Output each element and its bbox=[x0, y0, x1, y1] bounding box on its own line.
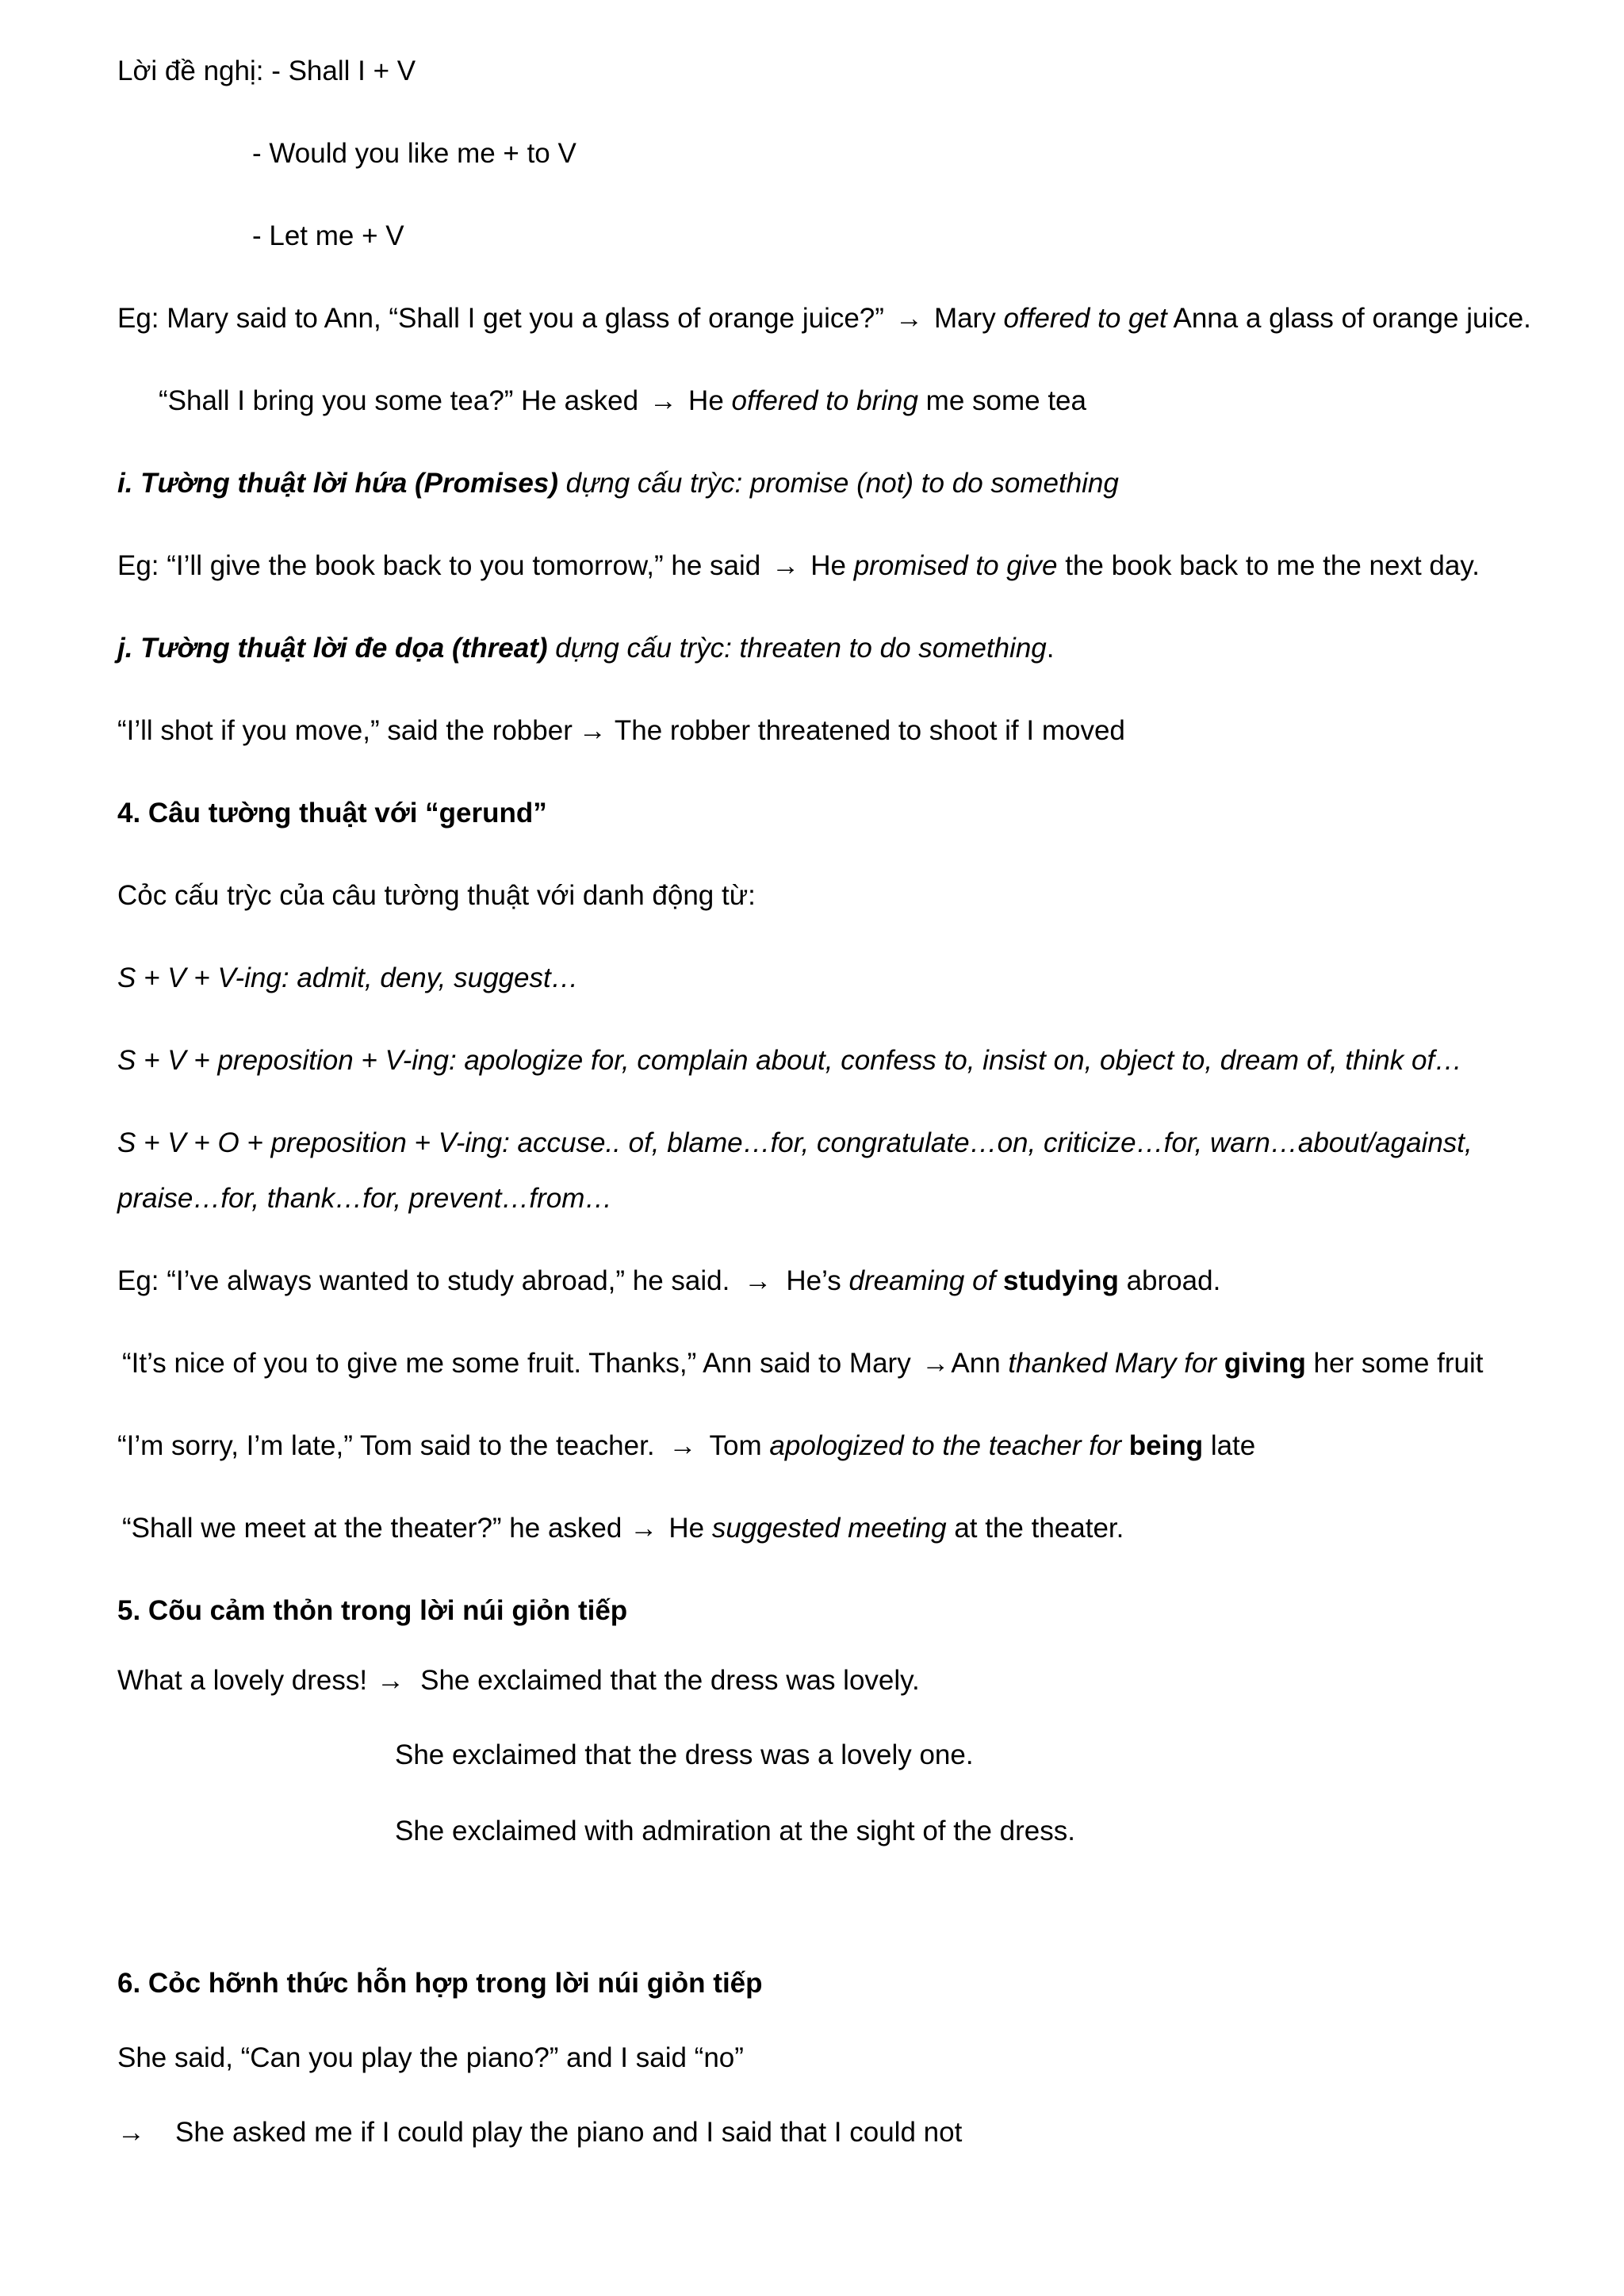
example-result: He bbox=[688, 385, 732, 416]
offer-example-2 bbox=[159, 384, 1086, 419]
example-verb: promised to give bbox=[853, 550, 1058, 581]
exclaim-section-title: 5. Cõu cảm thỏn trong lời núi giỏn tiếp bbox=[117, 1595, 628, 1626]
example-verb: offered to bring bbox=[731, 385, 918, 416]
exclaim-example-3: She exclaimed with admiration at the sight of the dress. bbox=[395, 1816, 1075, 1846]
example-source: Eg: “I’ll give the book back to you tomorrow,” he said bbox=[117, 550, 761, 581]
arrow-icon: → bbox=[744, 1265, 772, 1296]
example-result: She exclaimed that the dress was lovely. bbox=[420, 1665, 920, 1696]
example-result: The robber threatened to shoot if I moved bbox=[614, 715, 1125, 746]
example-gerund: giving bbox=[1224, 1348, 1306, 1379]
arrow-icon: → bbox=[649, 385, 678, 416]
example-rest: abroad. bbox=[1118, 1265, 1221, 1296]
example-rest: late bbox=[1203, 1430, 1256, 1461]
offer-would: - Would you like me + to V bbox=[252, 138, 576, 169]
example-verb: offered to get bbox=[1003, 303, 1167, 334]
threat-heading-bold: j. Tường thuật lời đe dọa (threat) bbox=[117, 633, 548, 664]
example-gerund: being bbox=[1128, 1430, 1204, 1461]
example-result: She asked me if I could play the piano and I said that I could not bbox=[175, 2117, 963, 2148]
gerund-intro: Cỏc cấu trỳc của câu tường thuật với danh động từ: bbox=[117, 880, 756, 911]
arrow-icon: → bbox=[117, 2117, 145, 2148]
threat-heading-structure: dựng cấu trỳc: threaten to do something bbox=[547, 633, 1047, 664]
gerund-section-title: 4. Câu tường thuật với “gerund” bbox=[117, 798, 547, 828]
offer-let: - Let me + V bbox=[252, 220, 404, 251]
mixed-example-1: She said, “Can you play the piano?” and I said “no” bbox=[117, 2042, 744, 2073]
example-source: “Shall I bring you some tea?” He asked bbox=[159, 385, 639, 416]
gerund-example-3 bbox=[117, 1429, 1255, 1464]
arrow-icon: → bbox=[377, 1665, 405, 1696]
threat-example bbox=[117, 714, 1125, 748]
example-source: “I’m sorry, I’m late,” Tom said to the teacher. bbox=[117, 1430, 655, 1461]
arrow-icon: → bbox=[668, 1430, 697, 1461]
gerund-example-4 bbox=[122, 1511, 1124, 1546]
mixed-example-2 bbox=[117, 2115, 962, 2150]
example-rest: the book back to me the next day. bbox=[1057, 550, 1480, 581]
example-source: What a lovely dress! bbox=[117, 1665, 368, 1696]
example-result: He’s bbox=[786, 1265, 849, 1296]
arrow-icon: → bbox=[630, 1513, 658, 1544]
example-result: He bbox=[668, 1513, 712, 1544]
example-source: Eg: “I’ve always wanted to study abroad,” he said. bbox=[117, 1265, 730, 1296]
arrow-icon: → bbox=[921, 1348, 950, 1379]
example-verb: thanked Mary for bbox=[1008, 1348, 1224, 1379]
example-verb: apologized to the teacher for bbox=[769, 1430, 1129, 1461]
gerund-structure-3: S + V + O + preposition + V-ing: accuse.. of, blame…for, congratulate…on, criticize…for, warn…about/against, bbox=[117, 1127, 1473, 1158]
promise-example bbox=[117, 549, 1480, 584]
example-source: “I’ll shot if you move,” said the robber bbox=[117, 715, 573, 746]
promise-heading-structure: dựng cấu trỳc: promise (not) to do something bbox=[557, 468, 1119, 499]
gerund-structure-2: S + V + preposition + V-ing: apologize for, complain about, confess to, insist on, object to, dream of, think of… bbox=[117, 1045, 1463, 1076]
arrow-icon: → bbox=[578, 715, 607, 746]
offer-example-1 bbox=[117, 301, 1531, 336]
example-result: Mary bbox=[933, 303, 1004, 334]
exclaim-example-2: She exclaimed that the dress was a lovely one. bbox=[395, 1739, 974, 1770]
mixed-section-title: 6. Cỏc hỡnh thức hỗn hợp trong lời núi giỏn tiếp bbox=[117, 1968, 763, 1999]
example-source: “Shall we meet at the theater?” he asked bbox=[122, 1513, 622, 1544]
example-source: “It’s nice of you to give me some fruit. Thanks,” Ann said to Mary bbox=[122, 1348, 919, 1379]
promise-heading bbox=[117, 466, 1119, 501]
example-result: He bbox=[810, 550, 854, 581]
offer-title: Lời đề nghị: - Shall I + V bbox=[117, 55, 416, 86]
example-rest: at the theater. bbox=[946, 1513, 1124, 1544]
example-result: Tom bbox=[709, 1430, 770, 1461]
gerund-structure-1: S + V + V-ing: admit, deny, suggest… bbox=[117, 962, 579, 993]
example-verb: suggested meeting bbox=[711, 1513, 947, 1544]
gerund-example-2 bbox=[122, 1346, 1484, 1381]
example-result: Ann bbox=[951, 1348, 1009, 1379]
promise-heading-bold: i. Tường thuật lời hứa (Promises) bbox=[117, 468, 558, 499]
example-source: Eg: Mary said to Ann, “Shall I get you a glass of orange juice?” bbox=[117, 303, 884, 334]
gerund-structure-3-cont: praise…for, thank…for, prevent…from… bbox=[117, 1183, 613, 1214]
arrow-icon: → bbox=[894, 303, 923, 334]
example-verb: dreaming of bbox=[848, 1265, 1004, 1296]
threat-heading-dot: . bbox=[1046, 633, 1055, 664]
exclaim-example-1 bbox=[117, 1663, 920, 1698]
example-rest: Anna a glass of orange juice. bbox=[1166, 303, 1531, 334]
threat-heading bbox=[117, 631, 1054, 666]
example-rest: her some fruit bbox=[1305, 1348, 1484, 1379]
arrow-icon: → bbox=[772, 550, 800, 581]
example-rest: me some tea bbox=[917, 385, 1086, 416]
gerund-example-1 bbox=[117, 1264, 1220, 1299]
example-gerund: studying bbox=[1003, 1265, 1119, 1296]
